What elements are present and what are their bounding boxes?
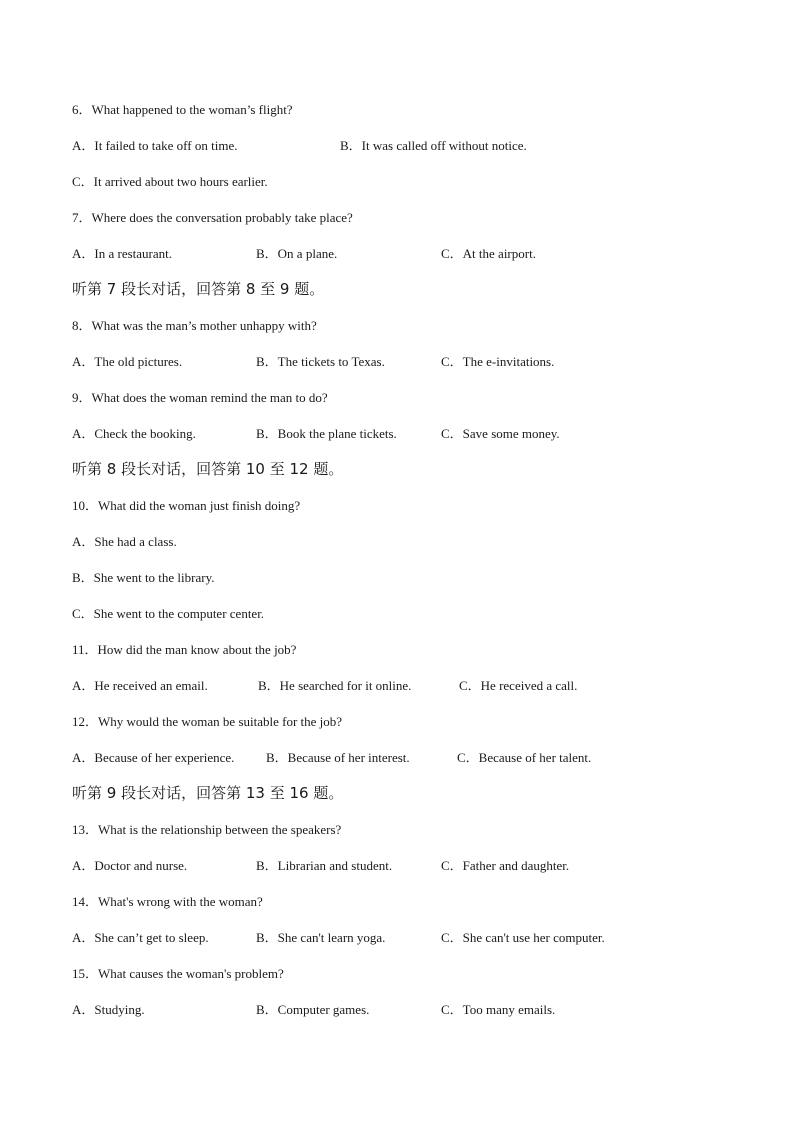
question-9-option-c: C．Save some money. [441,426,560,441]
question-12-stem: 12．Why would the woman be suitable for the job? [72,714,343,729]
question-6-stem: 6．What happened to the woman’s flight? [72,102,293,117]
question-6-option-c: C．It arrived about two hours earlier. [72,174,268,189]
question-15-stem: 15．What causes the woman's problem? [72,966,284,981]
question-9-option-b: B．Book the plane tickets. [256,426,397,441]
question-11-stem: 11．How did the man know about the job? [72,642,297,657]
question-10-stem: 10．What did the woman just finish doing? [72,498,301,513]
question-15-option-c: C．Too many emails. [441,1002,556,1017]
question-7-option-c: C．At the airport. [441,246,536,261]
question-14-stem: 14．What's wrong with the woman? [72,894,263,909]
section-heading-9: 听第 9 段长对话，回答第 13 至 16 题。 [72,784,344,802]
question-15-option-b: B．Computer games. [256,1002,370,1017]
question-13-option-c: C．Father and daughter. [441,858,570,873]
question-11-option-b: B．He searched for it online. [258,678,412,693]
question-6-option-b: B．It was called off without notice. [340,138,527,153]
question-13-option-b: B．Librarian and student. [256,858,393,873]
question-8-option-a: A．The old pictures. [72,354,183,369]
section-heading-8: 听第 8 段长对话，回答第 10 至 12 题。 [72,460,344,478]
question-10-option-a: A．She had a class. [72,534,177,549]
question-9-stem: 9．What does the woman remind the man to do? [72,390,328,405]
question-15-option-a: A．Studying. [72,1002,145,1017]
question-12-option-a: A．Because of her experience. [72,750,235,765]
question-8-option-b: B．The tickets to Texas. [256,354,385,369]
question-11-option-c: C．He received a call. [459,678,578,693]
question-8-stem: 8．What was the man’s mother unhappy with? [72,318,317,333]
section-heading-7: 听第 7 段长对话，回答第 8 至 9 题。 [72,280,325,298]
question-9-option-a: A．Check the booking. [72,426,196,441]
question-8-option-c: C．The e-invitations. [441,354,555,369]
question-14-option-c: C．She can't use her computer. [441,930,605,945]
question-7-option-b: B．On a plane. [256,246,338,261]
question-14-option-a: A．She can’t get to sleep. [72,930,209,945]
question-11-option-a: A．He received an email. [72,678,208,693]
question-7-option-a: A．In a restaurant. [72,246,172,261]
question-14-option-b: B．She can't learn yoga. [256,930,386,945]
question-12-option-c: C．Because of her talent. [457,750,592,765]
question-6-option-a: A．It failed to take off on time. [72,138,238,153]
question-13-option-a: A．Doctor and nurse. [72,858,188,873]
question-12-option-b: B．Because of her interest. [266,750,410,765]
question-13-stem: 13．What is the relationship between the speakers? [72,822,342,837]
question-10-option-c: C．She went to the computer center. [72,606,265,621]
question-7-stem: 7．Where does the conversation probably take place? [72,210,353,225]
question-10-option-b: B．She went to the library. [72,570,215,585]
